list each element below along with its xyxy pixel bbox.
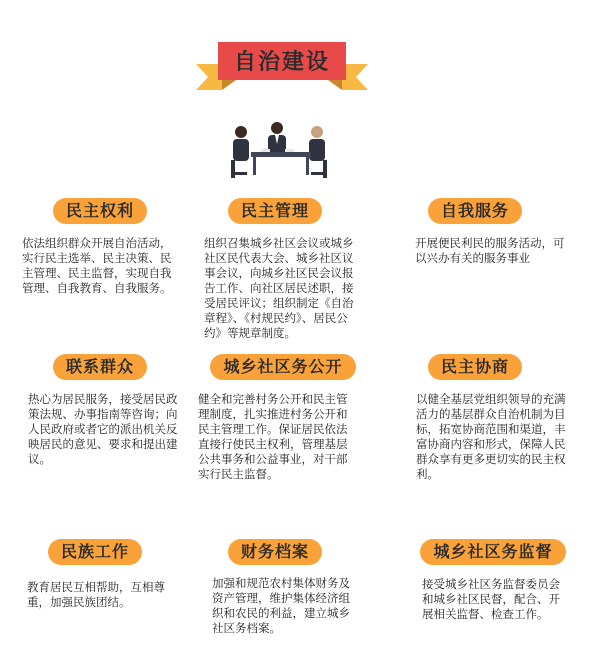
card-heading: 财务档案: [228, 539, 322, 565]
card-heading: 城乡社区务监督: [420, 539, 566, 565]
card-heading: 民主管理: [228, 198, 322, 224]
person-icon: [268, 122, 286, 155]
card-heading: 城乡社区务公开: [210, 354, 356, 380]
card-description: 依法组织群众开展自治活动，实行民主选举、民主决策、民主管理、民主监督，实现自我管理、自我教育、自我服务。: [22, 236, 172, 295]
card-description: 开展便民利民的服务活动，可以兴办有关的服务事业: [415, 236, 565, 265]
card-description: 以健全基层党组织领导的充满活力的基层群众自治机制为目标，拓宽协商范围和渠道，丰富协商内容和形式，保障人民群众享有更多更切实的民主权利。: [416, 392, 566, 481]
card-heading: 自我服务: [428, 198, 522, 224]
card-heading: 民族工作: [48, 539, 142, 565]
meeting-illustration: [225, 118, 335, 180]
title-ribbon: [196, 42, 368, 98]
page-title: 自治建设: [233, 50, 330, 75]
card-description: 加强和规范农村集体财务及资产管理，维护集体经济组织和农民的利益，建立城乡社区务档案。: [212, 576, 350, 635]
person-icon: [309, 126, 327, 178]
card-heading: 联系群众: [53, 354, 147, 380]
card-description: 教育居民互相帮助，互相尊重，加强民族团结。: [27, 580, 165, 609]
card-description: 热心为居民服务，接受居民政策法规、办事指南等咨询；向人民政府或者它的派出机关反映居民的意见、要求和提出建议。: [28, 392, 178, 466]
card-heading: 民主权利: [53, 198, 147, 224]
card-description: 组织召集城乡社区会议或城乡社区民代表大会、城乡社区议事会议，向城乡社区民会议报告工作、向社区居民述职，接受居民评议；组织制定《自治章程》、《村规民约》、居民公约》等规章制度。: [204, 236, 354, 340]
card-description: 接受城乡社区务监督委员会和城乡社区民督，配合、开展相关监督、检查工作。: [422, 577, 560, 621]
person-icon: [231, 126, 249, 178]
card-description: 健全和完善村务公开和民主管理制度，扎实推进村务公开和民主管理工作。保证居民依法直接行使民主权利，管理基层公共事务和公益事业，对干部实行民主监督。: [198, 392, 348, 481]
card-heading: 民主协商: [428, 354, 522, 380]
